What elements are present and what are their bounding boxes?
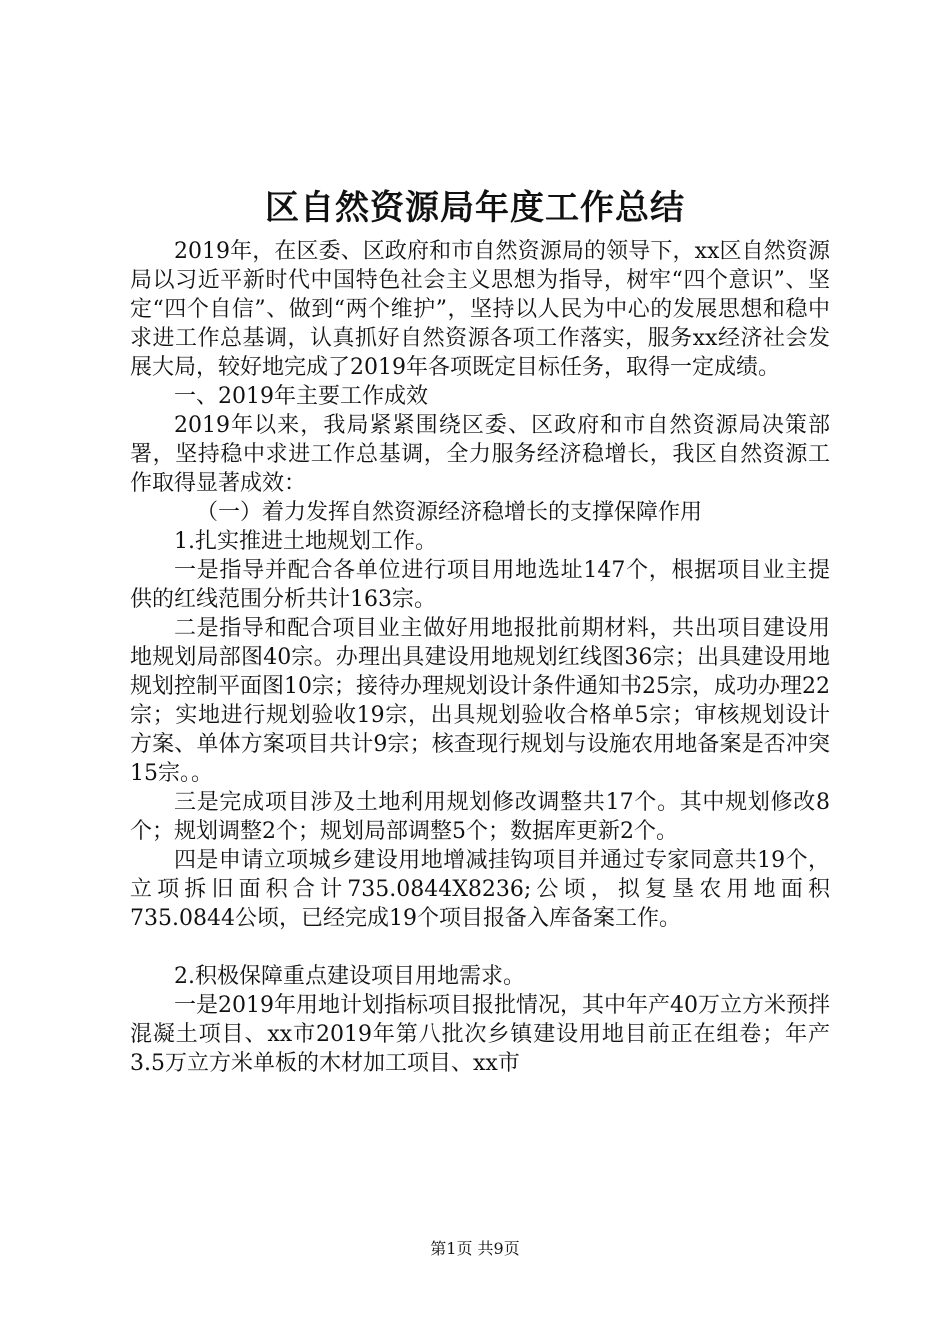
paragraph-item-1-b: 二是指导和配合项目业主做好用地报批前期材料，共出项目建设用地规划局部图40宗。办理出具建设用地规划红线图36宗；出具建设用地规划控制平面图10宗；接待办理规划设计条件通知书25宗，成功办理22宗；实地进行规划验收19宗，出具规划验收合格单5宗；审核规划设计方案、单体方案项目共计9宗；核查现行规划与设施农用地备案是否冲突15宗。。 xyxy=(130,616,830,786)
paragraph-item-1-d: 四是申请立项城乡建设用地增减挂钩项目并通过专家同意共19个，立项拆旧面积合计735.0844X8236;公顷，拟复垦农用地面积735.0844公顷，已经完成19个项目报备入库备案工作。 xyxy=(130,848,830,931)
page-number-footer: 第1页 共9页 xyxy=(430,1239,520,1258)
document-body xyxy=(130,237,830,1078)
paragraph-section-1-intro: 2019年以来，我局紧紧围绕区委、区政府和市自然资源局决策部署，坚持稳中求进工作总基调，全力服务经济稳增长，我区自然资源工作取得显著成效： xyxy=(130,413,830,496)
heading-item-1: 1.扎实推进土地规划工作。 xyxy=(174,529,437,554)
heading-section-1: 一、2019年主要工作成效 xyxy=(174,384,428,409)
paragraph-intro: 2019年，在区委、区政府和市自然资源局的领导下，xx区自然资源局以习近平新时代中国特色社会主义思想为指导，树牢“四个意识”、坚定“四个自信”、做到“两个维护”，坚持以人民为中心的发展思想和稳中求进工作总基调，认真抓好自然资源各项工作落实，服务xx经济社会发展大局，较好地完成了2019年各项既定目标任务，取得一定成绩。 xyxy=(130,239,830,380)
paragraph-item-2-a: 一是2019年用地计划指标项目报批情况，其中年产40万立方米预拌混凝土项目、xx市2019年第八批次乡镇建设用地目前正在组卷；年产3.5万立方米单板的木材加工项目、xx市 xyxy=(130,993,830,1076)
paragraph-item-1-a: 一是指导并配合各单位进行项目用地选址147个，根据项目业主提供的红线范围分析共计163宗。 xyxy=(130,558,830,612)
paragraph-item-1-c: 三是完成项目涉及土地利用规划修改调整共17个。其中规划修改8个；规划调整2个；规划局部调整5个；数据库更新2个。 xyxy=(130,790,830,844)
document-title: 区自然资源局年度工作总结 xyxy=(265,188,685,228)
heading-subsection-1: （一）着力发挥自然资源经济稳增长的支撑保障作用 xyxy=(196,500,703,525)
heading-item-2: 2.积极保障重点建设项目用地需求。 xyxy=(174,964,525,989)
